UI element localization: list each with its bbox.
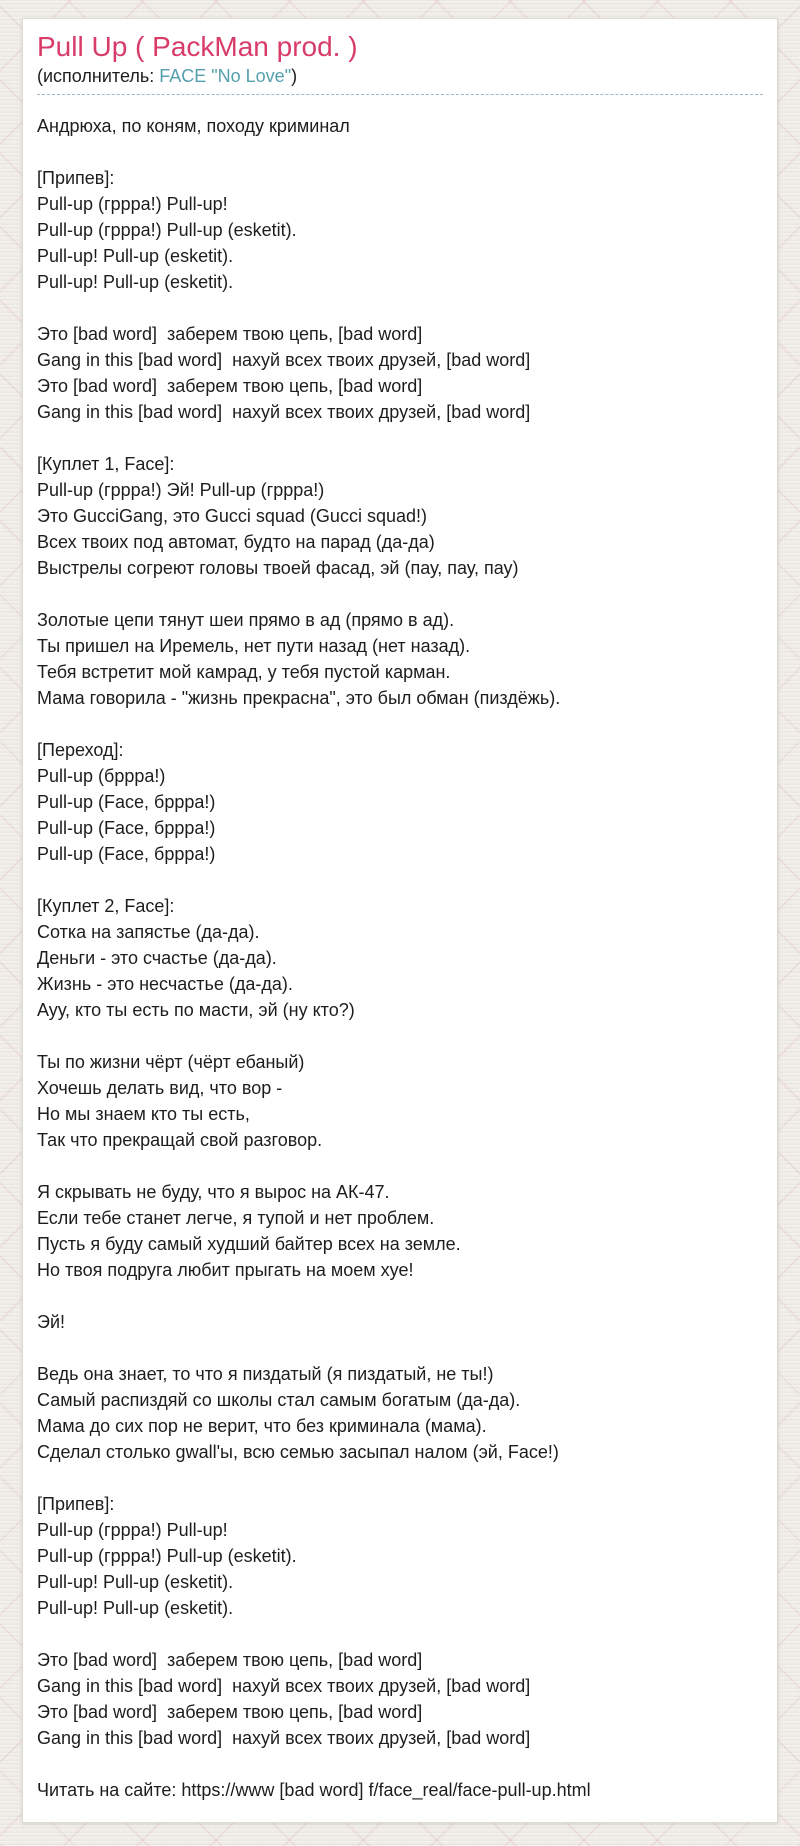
artist-line [37,66,763,95]
lyric-line: [Припев]: [37,168,115,188]
lyric-line: Мама говорила - "жизнь прекрасна", это был обман (пиздёжь). [37,688,561,708]
lyric-line: Pull-up! Pull-up (esketit). [37,1572,234,1592]
lyric-line: Я скрывать не буду, что я вырос на АК-47. [37,1182,390,1202]
lyric-line: Самый распиздяй со школы стал самым богатым (да-да). [37,1390,521,1410]
page-title: Pull Up ( PackMan prod. ) [37,31,358,62]
lyric-line-blank [37,425,763,451]
lyric-line-blank [37,139,763,165]
lyric-line: Это [bad word] заберем твою цепь, [bad word] [37,324,423,344]
lyric-line: Так что прекращай свой разговор. [37,1130,323,1150]
lyric-line-blank [37,867,763,893]
lyric-line: Ты пришел на Иремель, нет пути назад (нет назад). [37,636,471,656]
lyric-line-blank [37,295,763,321]
lyric-line-blank [37,1023,763,1049]
lyric-line: Жизнь - это несчастье (да-да). [37,974,293,994]
lyrics-card [22,18,778,1823]
lyric-line: Тебя встретит мой камрад, у тебя пустой карман. [37,662,451,682]
lyric-line-blank [37,581,763,607]
lyric-line: Pull-up (гррра!) Pull-up (esketit). [37,220,297,240]
lyric-line: Читать на сайте: https://www [bad word] f/face_real/face-pull-up.html [37,1780,591,1800]
lyric-line: Но твоя подруга любит прыгать на моем хуе! [37,1260,414,1280]
lyric-line: Хочешь делать вид, что вор - [37,1078,283,1098]
lyric-line: Пусть я буду самый худший байтер всех на земле. [37,1234,461,1254]
lyric-line: Эй! [37,1312,65,1332]
lyric-line: [Припев]: [37,1494,115,1514]
lyric-line: Pull-up! Pull-up (esketit). [37,272,234,292]
lyric-line: Pull-up (Face, бррра!) [37,844,216,864]
lyric-line: Gang in this [bad word] нахуй всех твоих друзей, [bad word] [37,350,531,370]
lyric-line: Pull-up! Pull-up (esketit). [37,1598,234,1618]
lyric-line: Ведь она знает, то что я пиздатый (я пиздатый, не ты!) [37,1364,494,1384]
artist-suffix: ) [291,66,298,86]
artist-prefix: (исполнитель: [37,66,160,86]
lyrics-text [37,113,763,1803]
lyric-line: Это [bad word] заберем твою цепь, [bad word] [37,1650,423,1670]
lyric-line: Gang in this [bad word] нахуй всех твоих друзей, [bad word] [37,402,531,422]
lyric-line: Pull-up! Pull-up (esketit). [37,246,234,266]
lyric-line-blank [37,1283,763,1309]
lyric-line-blank [37,711,763,737]
lyric-line: Сделал столько gwall'ы, всю семью засыпал налом (эй, Face!) [37,1442,559,1462]
lyric-line: Это GucciGang, это Gucci squad (Gucci squad!) [37,506,427,526]
lyric-line: Деньги - это счастье (да-да). [37,948,277,968]
lyric-line: Pull-up (бррра!) [37,766,166,786]
lyric-line-blank [37,1153,763,1179]
lyric-line: Pull-up (гррра!) Pull-up! [37,1520,228,1540]
lyric-line: Мама до сих пор не верит, что без криминала (мама). [37,1416,487,1436]
lyric-line: Ауу, кто ты есть по масти, эй (ну кто?) [37,1000,355,1020]
lyric-line: Если тебе станет легче, я тупой и нет проблем. [37,1208,435,1228]
lyric-line: Pull-up (Face, бррра!) [37,792,216,812]
lyric-line-blank [37,1751,763,1777]
artist-link[interactable]: FACE "No Love" [159,66,292,86]
lyric-line: [Куплет 1, Face]: [37,454,175,474]
lyric-line: [Куплет 2, Face]: [37,896,175,916]
lyric-line: Выстрелы согреют головы твоей фасад, эй (пау, пау, пау) [37,558,519,578]
lyric-line: Но мы знаем кто ты есть, [37,1104,250,1124]
lyric-line: Это [bad word] заберем твою цепь, [bad word] [37,376,423,396]
lyric-line: Ты по жизни чёрт (чёрт ебаный) [37,1052,305,1072]
lyric-line-blank [37,1335,763,1361]
lyric-line: Андрюха, по коням, походу криминал [37,116,350,136]
lyric-line: Pull-up (гррра!) Pull-up! [37,194,228,214]
lyric-line: Pull-up (Face, бррра!) [37,818,216,838]
lyric-line: Gang in this [bad word] нахуй всех твоих друзей, [bad word] [37,1676,531,1696]
lyric-line: [Переход]: [37,740,124,760]
lyric-line: Pull-up (гррра!) Pull-up (esketit). [37,1546,297,1566]
lyric-line: Всех твоих под автомат, будто на парад (да-да) [37,532,435,552]
lyric-line-blank [37,1621,763,1647]
lyric-line-blank [37,1465,763,1491]
lyric-line: Pull-up (гррра!) Эй! Pull-up (гррра!) [37,480,325,500]
lyric-line: Это [bad word] заберем твою цепь, [bad word] [37,1702,423,1722]
lyric-line: Сотка на запястье (да-да). [37,922,260,942]
lyric-line: Gang in this [bad word] нахуй всех твоих друзей, [bad word] [37,1728,531,1748]
lyric-line: Золотые цепи тянут шеи прямо в ад (прямо в ад). [37,610,455,630]
